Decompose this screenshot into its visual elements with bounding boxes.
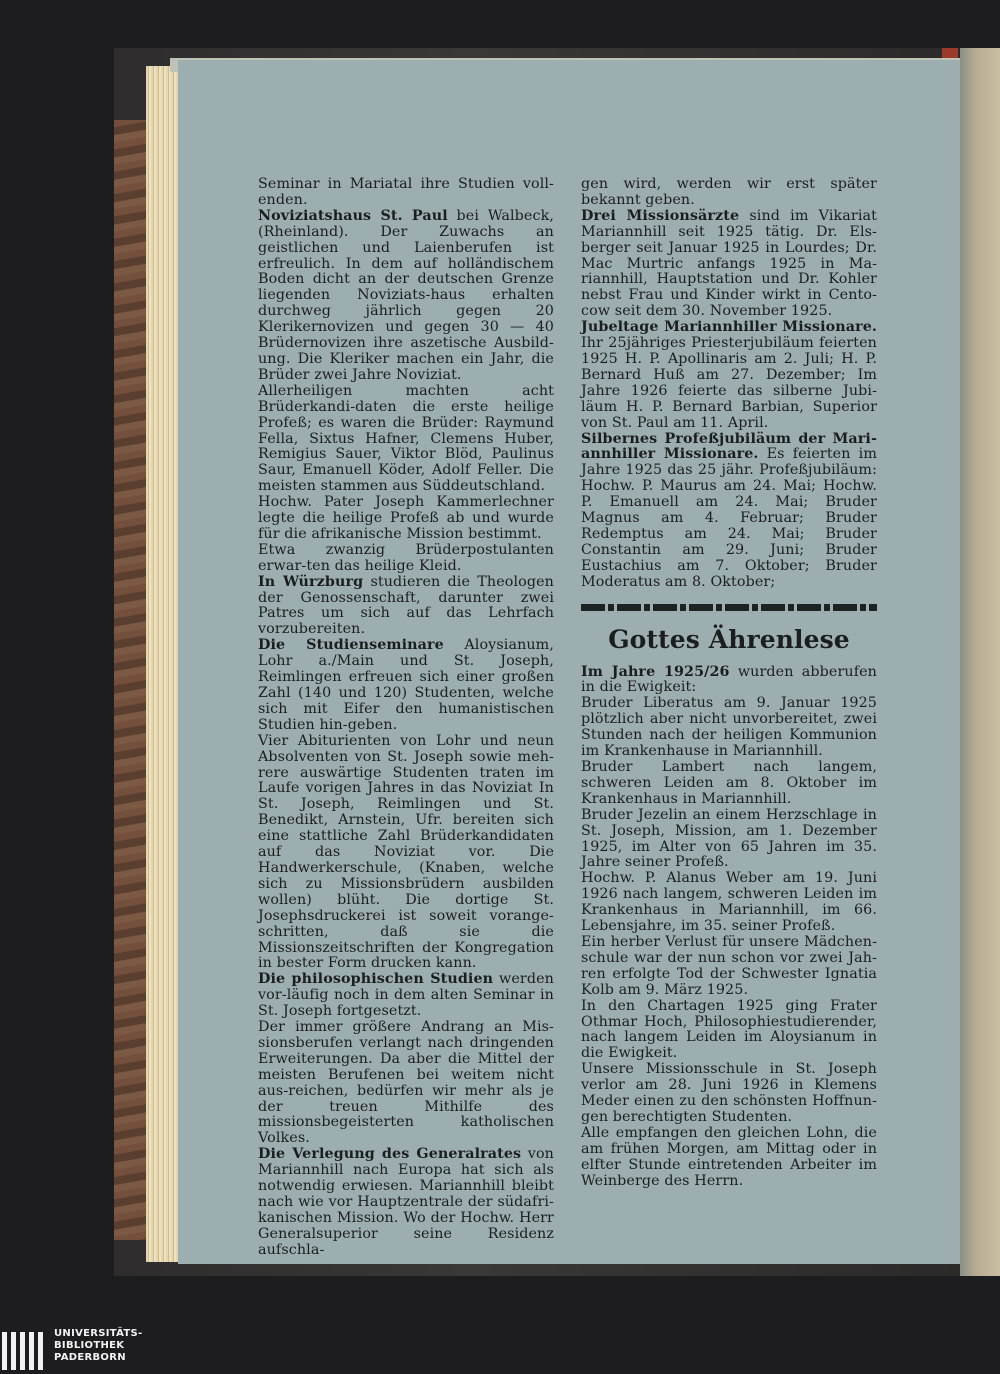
- paragraph: [258, 638, 554, 733]
- paragraph-text: Seminar in Mariatal ihre Studien voll-enden.: [258, 176, 554, 208]
- paragraph: [581, 320, 877, 431]
- paragraph-text: wurden abberufen in die Ewigkeit:: [581, 663, 877, 696]
- paragraph-text: Bruder Lambert nach langem, schweren Leiden am 8. Oktober im Krankenhaus in Mariannhill.: [581, 759, 877, 807]
- logo-bars-icon: [0, 1332, 48, 1370]
- ornamental-divider: [581, 604, 877, 611]
- logo-text: [54, 1328, 143, 1364]
- paragraph-lead: Drei Missionsärzte: [581, 207, 740, 224]
- paragraph-text: Bruder Jezelin an einem Herzschlage in St. Joseph, Mission, am 1. Dezember 1925, im Alter von 65 Jahren im 35. Jahre seiner Profeß.: [581, 806, 877, 871]
- right-column: [581, 177, 877, 1189]
- paragraph-text: bei Walbeck, (Rheinland). Der Zuwachs an geistlichen und Laienberufen ist erfreulich. In dem auf holländischem Boden dicht an der deutschen Grenze liegenden Noviziats-haus erhalten durchweg jährlich gegen 20 Klerikernovizen und gegen 30 — 40 Brüdernovizen ihre aszetische Ausbild-ung. Die Kleriker machen ein Jahr, die Brüder zwei Jahre Noviziat.: [258, 207, 554, 383]
- paragraph-text: sind im Vikariat Mariannhill seit 1925 tätig. Dr. Els-berger seit Januar 1925 in Lourdes; Dr. Mac Murtric anfangs 1925 in Ma-riannhill, Hauptstation und Dr. Kohler nebst Frau und Kinder wirkt in Cento-cow seit dem 30. November 1925.: [581, 207, 877, 320]
- logo-line: UNIVERSITÄTS-: [54, 1328, 143, 1339]
- paragraph: [581, 1062, 877, 1126]
- paragraph: [581, 808, 877, 872]
- paragraph-text: Ein herber Verlust für unsere Mädchen-schule war der nun schon vor zwei Jah-ren erfolgte Tod der Schwester Ignatia Kolb am 9. März 1925.: [581, 933, 877, 998]
- paragraph: [258, 575, 554, 639]
- paragraph: [581, 871, 877, 935]
- paragraph: [581, 760, 877, 808]
- paragraph-text: Allerheiligen machten acht Brüderkandi-daten die erste heilige Profeß; es waren die Brüder: Raymund Fella, Sixtus Hafner, Clemens Huber, Remigius Sauer, Viktor Blöd, Paulinus Saur, Emanuell Köder, Adolf Feller. Die meisten stammen aus Süddeutschland.: [258, 382, 554, 495]
- paragraph-text: Unsere Missionsschule in St. Joseph verlor am 28. Juni 1926 in Klemens Meder einen zu den schönsten Hoffnun-gen berechtigten Studenten.: [581, 1061, 877, 1125]
- paragraph-lead: Die Verlegung des Generalrates: [258, 1146, 522, 1163]
- facing-page-edge: [960, 48, 1000, 1276]
- paragraph-text: Hochw. P. Alanus Weber am 19. Juni 1926 nach langem, schweren Leiden im Krankenhaus in Mariannhill, im 66. Lebensjahre, im 35. seiner Profeß.: [581, 870, 877, 935]
- paragraph-text: Hochw. Pater Joseph Kammerlechner legte die heilige Profeß ab und wurde für die afrikanische Mission bestimmt.: [258, 494, 554, 542]
- paragraph: [581, 1126, 877, 1190]
- paragraph: [258, 543, 554, 575]
- marbled-spine: [114, 120, 150, 1240]
- paragraph-text: gen wird, werden wir erst später bekannt geben.: [581, 176, 877, 208]
- paragraph: [581, 999, 877, 1063]
- page-edges: [146, 66, 182, 1262]
- paragraph-text: Ihr 25jähriges Priesterjubiläum feierten 1925 H. P. Apollinaris am 2. Juli; H. P. Bernard Huß am 27. Dezember; Im Jahre 1926 feierte das silberne Jubi-läum H. P. Bernard Barbian, Superior von St. Paul am 11. April.: [581, 335, 877, 431]
- paragraph: [258, 209, 554, 384]
- paragraph: [581, 432, 877, 591]
- paragraph: [581, 209, 877, 320]
- logo-line: PADERBORN: [54, 1352, 126, 1363]
- paragraph-text: Vier Abiturienten von Lohr und neun Absolventen von St. Joseph sowie meh-rere auswärtige Studenten traten im Laufe vorigen Jahres in das Noviziat In St. Joseph, Reimlingen und St. Benedikt, Arnstein, Ufr. bereiten sich eine stattliche Zahl Brüderkandidaten auf das Noviziat vor. Die Handwerkerschule, (Knaben, welche sich zu Missionsbrüdern ausbilden wollen) blüht. Die dortige St. Josephsdruckerei ist soweit vorange-schritten, daß sie die Missionszeitschriften der Kongregation in bester Form drucken kann.: [258, 732, 554, 972]
- paragraph-text: von Mariannhill nach Europa hat sich als notwendig erwiesen. Mariannhill bleibt nach wie vor Hauptzentrale der südafri-kanischen Mission. Wo der Hochw. Herr Generalsuperior seine Residenz aufschla-: [258, 1146, 554, 1258]
- paragraph-text: Alle empfangen den gleichen Lohn, die am frühen Morgen, am Mittag oder in elfter Stunde eintretenden Arbeiter im Weinberge des Herrn.: [581, 1124, 877, 1189]
- right-column-bottom: [581, 665, 877, 1190]
- left-column: [258, 177, 554, 1259]
- paragraph-lead: Im Jahre 1925/26: [581, 663, 730, 680]
- paragraph-text: Bruder Liberatus am 9. Januar 1925 plötzlich aber nicht unvorbereitet, zwei Stunden nach der heiligen Kommunion im Krankenhause in Mariannhill.: [581, 695, 877, 760]
- paragraph-text: studieren die Theologen der Genossenschaft, darunter zwei Patres um sich auf das Lehrfach vorzubereiten.: [258, 573, 554, 638]
- paragraph-lead: Silbernes Profeßjubiläum der Mari-annhiller Missionare.: [581, 430, 877, 463]
- paragraph: [258, 495, 554, 543]
- paragraph-text: Der immer größere Andrang an Mis-sionsberufen verlangt nach dringenden Erweiterungen. Da aber die Mittel der meisten Berufenen bei weitem nicht aus-reichen, bedürfen wir mehr als je der treuen Mithilfe des missionsbegeisterten katholischen Volkes.: [258, 1019, 554, 1147]
- section-heading: Gottes Ährenlese: [608, 624, 850, 654]
- paragraph-text: Es feierten im Jahre 1925 das 25 jähr. Profeßjubiläum: Hochw. P. Maurus am 24. Mai; Hochw. P. Emanuell am 24. Mai; Bruder Magnus am 4. Februar; Bruder Redemptus am 24. Mai; Bruder Constantin am 29. Juni; Bruder Eustachius am 7. Oktober; Bruder Moderatus am 8. Oktober;: [581, 446, 877, 590]
- paragraph: [581, 665, 877, 697]
- paragraph: [258, 177, 554, 209]
- right-column-top: [581, 177, 877, 591]
- paragraph-lead: In Würzburg: [258, 573, 364, 590]
- paragraph-text: In den Chartagen 1925 ging Frater Othmar Hoch, Philosophiestudierender, nach langem Leiden im Aloysianum in die Ewigkeit.: [581, 997, 877, 1062]
- paragraph-lead: Noviziatshaus St. Paul: [258, 207, 448, 224]
- paragraph: [258, 972, 554, 1020]
- paragraph: [258, 384, 554, 495]
- paragraph: [581, 177, 877, 209]
- paragraph-lead: Die Studienseminare: [258, 637, 444, 654]
- paragraph-text: Etwa zwanzig Brüderpostulanten erwar-ten das heilige Kleid.: [258, 541, 554, 574]
- logo-line: BIBLIOTHEK: [54, 1340, 125, 1351]
- paragraph: [581, 696, 877, 760]
- library-logo: [0, 1322, 180, 1370]
- paragraph: [258, 1020, 554, 1147]
- paragraph-lead: Jubeltage Mariannhiller Missionare.: [581, 319, 877, 336]
- paragraph: [258, 1147, 554, 1258]
- paragraph: [258, 734, 554, 973]
- paragraph-lead: Die philosophischen Studien: [258, 971, 494, 988]
- paragraph: [581, 935, 877, 999]
- paragraph-text: werden vor-läufig noch in dem alten Seminar in St. Joseph fortgesetzt.: [258, 971, 554, 1020]
- paragraph-text: Aloysianum, Lohr a./Main und St. Joseph, Reimlingen erfreuen sich einer großen Zahl (140 und 120) Studenten, welche sich mit Eifer den humanistischen Studien hin-geben.: [258, 637, 554, 733]
